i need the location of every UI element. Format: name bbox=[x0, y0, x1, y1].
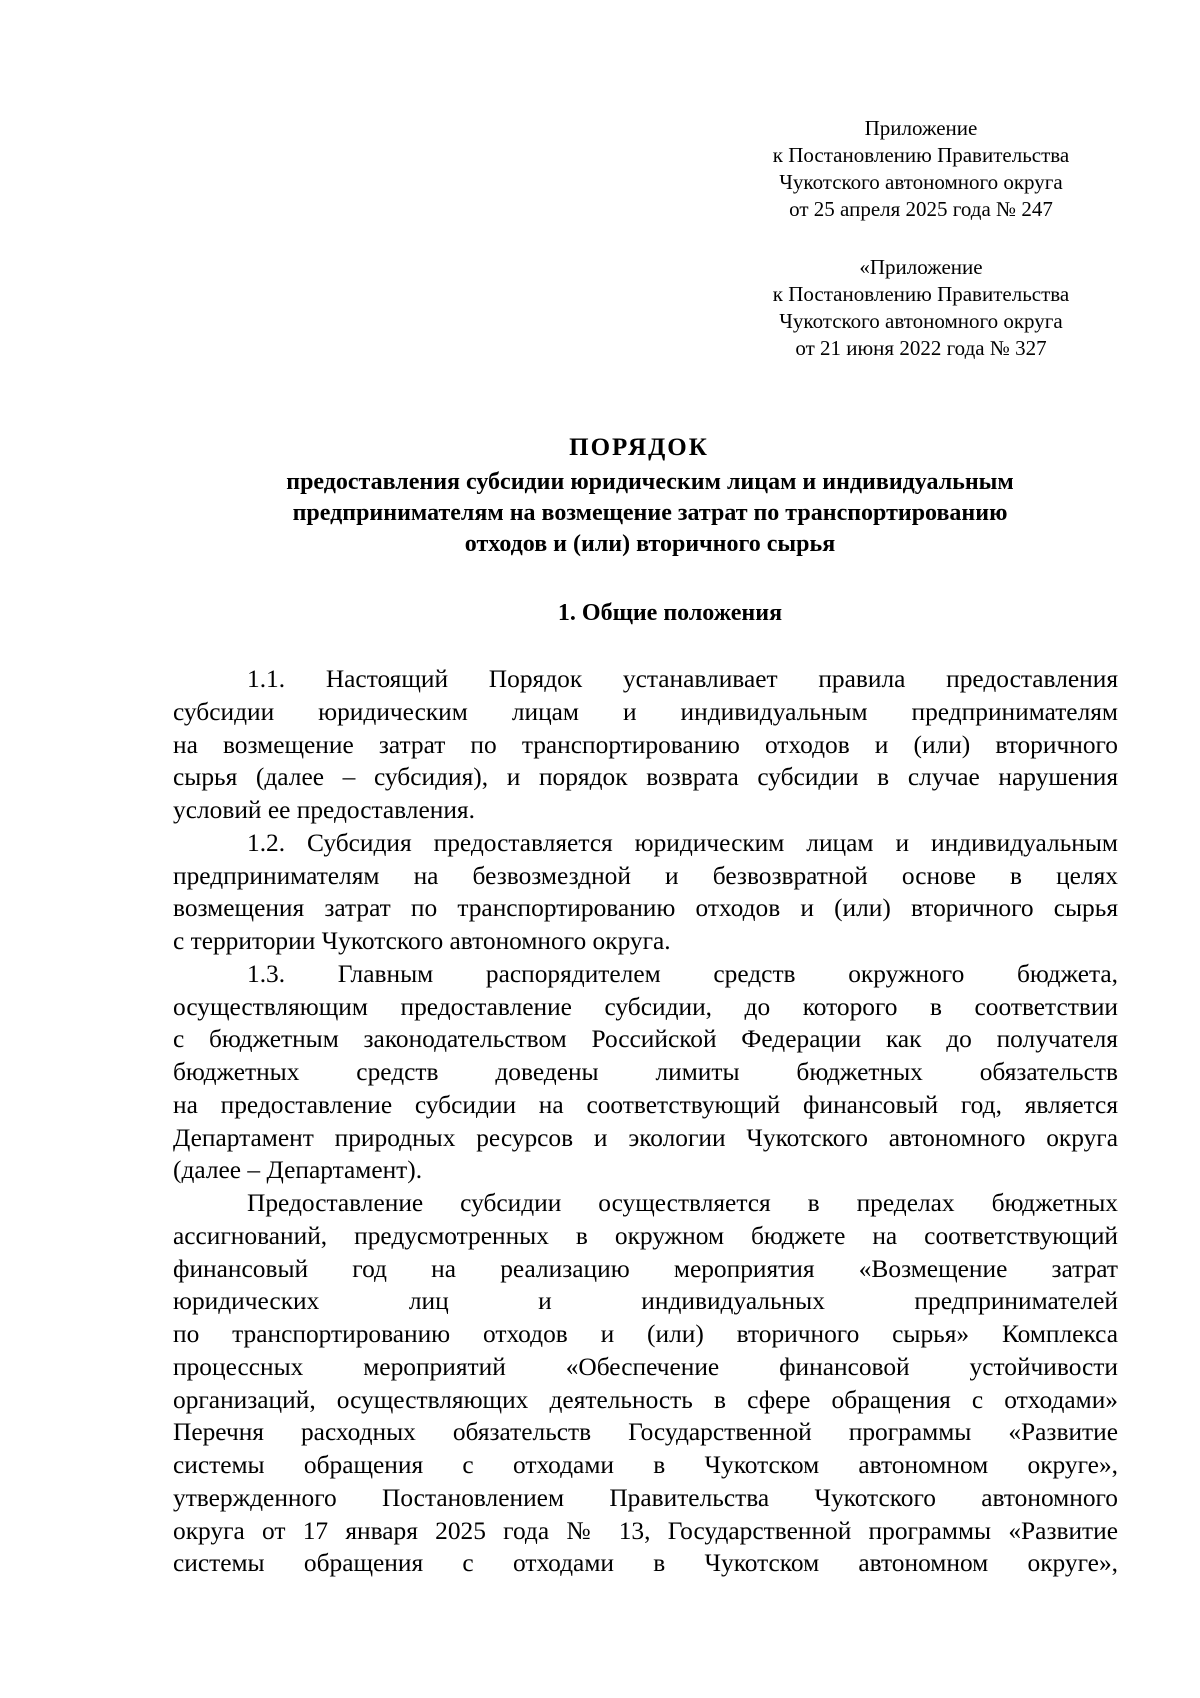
body-line: предпринимателям на безвозмездной и безвозвратной основе в целях bbox=[173, 861, 1118, 890]
body-line: с бюджетным законодательством Российской Федерации как до получателя bbox=[173, 1025, 1118, 1054]
annex-line: к Постановлению Правительства bbox=[772, 282, 1070, 306]
document-title: ПОРЯДОК bbox=[569, 434, 709, 461]
annex-block-previous bbox=[724, 254, 1118, 362]
subtitle-line: отходов и (или) вторичного сырья bbox=[464, 531, 836, 557]
body-line: 1.3. Главным распорядителем средств окружного бюджета, bbox=[247, 959, 1118, 988]
body-line: системы обращения с отходами в Чукотском автономном округе», bbox=[173, 1549, 1118, 1578]
section-heading: 1. Общие положения bbox=[557, 600, 783, 626]
document-subtitle bbox=[200, 467, 1100, 560]
body-line: организаций, осуществляющих деятельность в сфере обращения с отходами» bbox=[173, 1385, 1118, 1414]
annex-line: Приложение bbox=[864, 116, 978, 140]
annex-line: Чукотского автономного округа bbox=[779, 170, 1063, 194]
body-line: округа от 17 января 2025 года № 13, Государственной программы «Развитие bbox=[173, 1516, 1118, 1545]
body-line: финансовый год на реализацию мероприятия «Возмещение затрат bbox=[173, 1254, 1118, 1283]
annex-line: к Постановлению Правительства bbox=[772, 143, 1070, 167]
body-line: 1.1. Настоящий Порядок устанавливает правила предоставления bbox=[247, 665, 1118, 693]
body-line: субсидии юридическим лицам и индивидуальным предпринимателям bbox=[173, 697, 1118, 726]
subtitle-line: предоставления субсидии юридическим лицам и индивидуальным bbox=[286, 469, 1014, 495]
body-line: ассигнований, предусмотренных в окружном бюджете на соответствующий bbox=[173, 1221, 1118, 1250]
body-line: возмещения затрат по транспортированию отходов и (или) вторичного сырья bbox=[173, 894, 1118, 923]
document-body bbox=[173, 663, 1118, 1580]
body-line: (далее – Департамент). bbox=[173, 1156, 423, 1185]
body-line: юридических лиц и индивидуальных предпринимателей bbox=[173, 1287, 1118, 1316]
body-line: по транспортированию отходов и (или) вторичного сырья» Комплекса bbox=[173, 1320, 1118, 1348]
annex-line: от 21 июня 2022 года № 327 bbox=[795, 336, 1047, 360]
body-line: утвержденного Постановлением Правительства Чукотского автономного bbox=[173, 1483, 1118, 1512]
body-line: бюджетных средств доведены лимиты бюджетных обязательств bbox=[173, 1058, 1118, 1086]
body-line: сырья (далее – субсидия), и порядок возврата субсидии в случае нарушения bbox=[173, 763, 1118, 792]
body-line: процессных мероприятий «Обеспечение финансовой устойчивости bbox=[173, 1352, 1118, 1381]
body-line: 1.2. Субсидия предоставляется юридическим лицам и индивидуальным bbox=[247, 828, 1118, 857]
body-line: системы обращения с отходами в Чукотском автономном округе», bbox=[173, 1451, 1118, 1479]
annex-line: от 25 апреля 2025 года № 247 bbox=[789, 197, 1053, 221]
body-line: с территории Чукотского автономного округа. bbox=[173, 927, 671, 955]
body-line: Перечня расходных обязательств Государственной программы «Развитие bbox=[173, 1418, 1118, 1447]
annex-line: «Приложение bbox=[859, 255, 983, 279]
body-line: на возмещение затрат по транспортированию отходов и (или) вторичного bbox=[173, 730, 1118, 759]
annex-line: Чукотского автономного округа bbox=[779, 309, 1063, 333]
body-line: условий ее предоставления. bbox=[173, 796, 475, 824]
annex-block-current bbox=[724, 115, 1118, 223]
body-line: Департамент природных ресурсов и экологии Чукотского автономного округа bbox=[173, 1123, 1118, 1152]
body-line: осуществляющим предоставление субсидии, до которого в соответствии bbox=[173, 992, 1118, 1021]
body-line: на предоставление субсидии на соответствующий финансовый год, является bbox=[173, 1090, 1118, 1119]
subtitle-line: предпринимателям на возмещение затрат по транспортированию bbox=[292, 500, 1008, 526]
body-line: Предоставление субсидии осуществляется в пределах бюджетных bbox=[247, 1189, 1118, 1217]
